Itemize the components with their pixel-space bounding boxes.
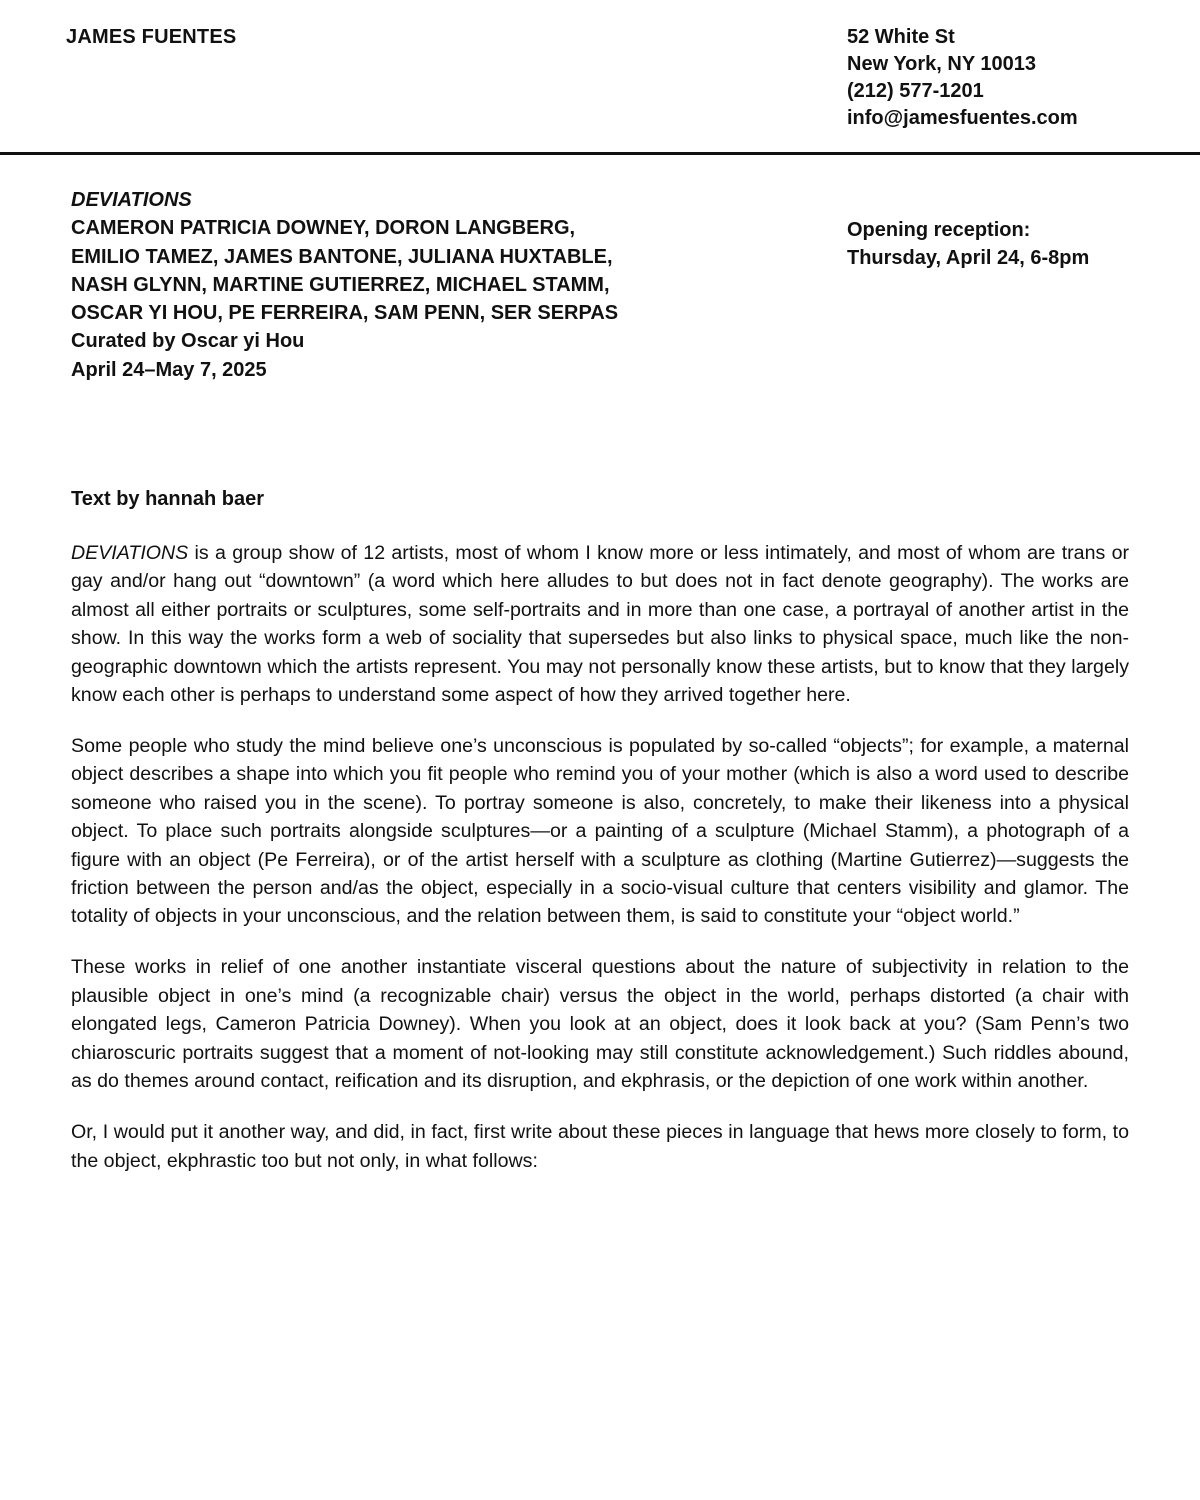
essay-paragraph-4: Or, I would put it another way, and did, in fact, first write about these pieces in language that hews more closely to form, to the object, ekphrastic too but not only, in what follows: <box>71 1121 1129 1172</box>
opening-reception <box>847 216 1089 272</box>
essay-paragraph-1-text: is a group show of 12 artists, most of whom I know more or less intimately, and most of whom are trans or gay and/or hang out “downtown” (a word which here alludes to but does not in fact denote geography). The works are almost all either portraits or sculptures, some self-portraits and in more than one case, a portrayal of another artist in the show. In this way the works form a web of sociality that supersedes but also links to physical space, much like the non-geographic downtown which the artists represent. You may not personally know these artists, but to know that they largely know each other is perhaps to understand some aspect of how they arrived together here. <box>71 542 1129 707</box>
artist-line: OSCAR YI HOU, PE FERREIRA, SAM PENN, SER SERPAS <box>71 302 619 325</box>
address-street: 52 White St <box>847 26 955 48</box>
show-title: DEVIATIONS <box>71 189 192 211</box>
artist-line: CAMERON PATRICIA DOWNEY, DORON LANGBERG, <box>71 217 576 240</box>
essay-paragraph-2: Some people who study the mind believe one’s unconscious is populated by so-called “objects”; for example, a maternal object describes a shape into which you fit people who remind you of your mother (which is also a word used to describe someone who raised you in the scene). To portray someone is also, concretely, to make their likeness into a physical object. To place such portraits alongside sculptures—or a painting of a sculpture (Michael Stamm), a photograph of a figure with an object (Pe Ferreira), or of the artist herself with a sculpture as clothing (Martine Gutierrez)—suggests the friction between the person and/as the object, especially in a socio-visual culture that centers visibility and glamor. The totality of objects in your unconscious, and the relation between them, is said to constitute your “object world.” <box>71 735 1129 928</box>
header-divider <box>0 152 1200 155</box>
essay-body <box>71 539 1129 1198</box>
curator-credit: Curated by Oscar yi Hou <box>71 330 305 353</box>
reception-datetime: Thursday, April 24, 6-8pm <box>847 247 1090 269</box>
show-dates: April 24–May 7, 2025 <box>71 358 267 381</box>
essay-paragraph-3: These works in relief of one another instantiate visceral questions about the nature of subjectivity in relation to the plausible object in one’s mind (a recognizable chair) versus the object in the world, perhaps distorted (a chair with elongated legs, Cameron Patricia Downey). When you look at an object, does it look back at you? (Sam Penn’s two chiaroscuric portraits suggest that a moment of not-looking may still constitute acknowledgement.) Such riddles abound, as do themes around contact, reification and its disruption, and ekphrasis, or the depiction of one work within another. <box>71 956 1129 1093</box>
artist-line: EMILIO TAMEZ, JAMES BANTONE, JULIANA HUXTABLE, <box>71 245 613 268</box>
gallery-address <box>847 24 1078 132</box>
gallery-name: JAMES FUENTES <box>66 26 237 48</box>
essay-paragraph-1 <box>71 539 1129 709</box>
address-email: info@jamesfuentes.com <box>847 107 1078 129</box>
artist-line: NASH GLYNN, MARTINE GUTIERREZ, MICHAEL STAMM, <box>71 273 610 296</box>
address-phone: (212) 577-1201 <box>847 80 984 102</box>
essay-show-title: DEVIATIONS <box>71 542 189 564</box>
address-city: New York, NY 10013 <box>847 53 1037 75</box>
reception-label: Opening reception: <box>847 219 1031 241</box>
show-info <box>71 186 831 384</box>
text-credit: Text by hannah baer <box>71 488 265 510</box>
